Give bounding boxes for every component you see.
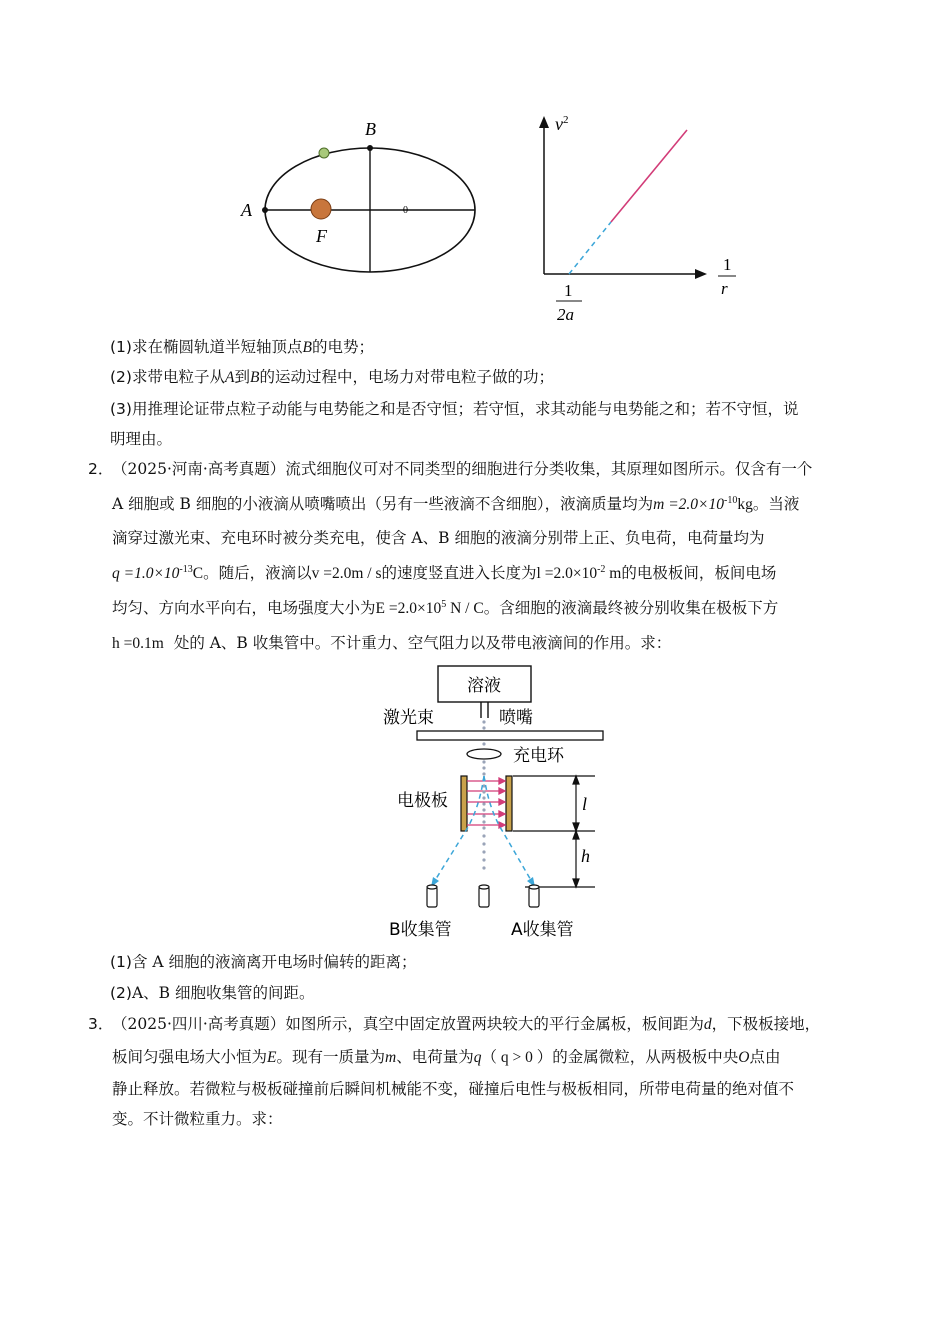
- question-number: 3．: [88, 1015, 114, 1033]
- question-text: 。随后，液滴以: [203, 564, 312, 582]
- var-e: E: [267, 1049, 277, 1066]
- q2-part-2: [110, 982, 314, 1004]
- label-a: A: [241, 200, 252, 220]
- laser-beam: [417, 731, 603, 740]
- droplet-stream: [482, 720, 485, 869]
- left-plate: [461, 776, 467, 831]
- q2-line-2: [112, 493, 799, 516]
- q2-line-5: [112, 597, 778, 620]
- var-b: B: [249, 369, 260, 386]
- satellite-particle: [319, 148, 329, 158]
- question-text: ，下极板接地，: [711, 1015, 821, 1033]
- q2-line-4: [112, 562, 776, 585]
- question-text: 静止释放。若微粒与极板碰撞前后瞬间机械能不变，碰撞后电性与极板相同，所带电荷量的绝对值不: [112, 1080, 795, 1098]
- x-axis-label-den: r: [721, 279, 728, 298]
- question-text: 如图所示，真空中固定放置两块较大的平行金属板，板间距为: [285, 1015, 704, 1033]
- q1-part-1: [110, 336, 374, 359]
- solution-label: 溶液: [467, 676, 501, 696]
- field-formula: $E =2.0\times 10^5$ N / C: [375, 598, 484, 617]
- question-number: 2．: [88, 460, 114, 478]
- l-label: l: [582, 794, 588, 814]
- q3-line-2: [112, 1046, 780, 1069]
- question-text: 。现有一质量为: [276, 1048, 385, 1066]
- q2-line-6: [112, 632, 671, 655]
- x-axis-arrow: [695, 269, 707, 279]
- plate-label: 电极板: [397, 791, 448, 811]
- tube-b-label: B收集管: [389, 920, 452, 940]
- part-number: (2): [110, 984, 132, 1002]
- right-plate: [506, 776, 512, 831]
- h-label: h: [581, 846, 590, 866]
- part-text: 求带电粒子从: [131, 368, 225, 386]
- part-text: 的运动过程中，电场力对带电粒子做的功；: [259, 368, 554, 386]
- flow-cytometer-figure: [375, 660, 615, 945]
- part-text: 的电势；: [311, 338, 374, 356]
- question-text: 变。不计微粒重力。求：: [112, 1110, 283, 1128]
- y-axis-arrow: [539, 116, 549, 128]
- ellipse-orbit-figure: [225, 110, 495, 290]
- question-text: 的速度竖直进入长度为: [381, 564, 537, 582]
- laser-label: 激光束: [383, 708, 434, 728]
- var-a: A: [224, 369, 235, 386]
- question-text: 板间匀强电场大小恒为: [112, 1048, 268, 1066]
- label-f: F: [316, 226, 327, 246]
- charge-formula: $q =1.0\times 10^{-13}C$: [112, 563, 204, 582]
- x-axis-label-num: 1: [723, 255, 732, 274]
- part-number: (1): [110, 953, 132, 971]
- q3-line-1: [88, 1013, 820, 1036]
- var-o: O: [738, 1049, 750, 1066]
- collection-tubes: [427, 885, 539, 907]
- height-formula: h =0.1m: [112, 635, 164, 652]
- part-number: (1): [110, 338, 132, 356]
- part-text: 求在椭圆轨道半短轴顶点: [131, 338, 303, 356]
- origin-label-num: 1: [564, 281, 573, 300]
- focus-planet: [311, 199, 331, 219]
- origin-label-den: 2a: [557, 305, 574, 324]
- var-m: m: [385, 1049, 397, 1066]
- var-b: B: [302, 339, 312, 356]
- question-text: 点由: [749, 1048, 781, 1066]
- label-center: 0: [403, 205, 408, 216]
- q1-part-3-cont: [110, 428, 172, 450]
- q2-part-1: [110, 951, 417, 973]
- q3-line-4: [112, 1108, 283, 1130]
- part-number: (3): [110, 400, 132, 418]
- part-text: A、B 细胞收集管的间距。: [131, 984, 315, 1002]
- question-text: 。当液: [752, 495, 800, 513]
- data-line: [611, 130, 687, 222]
- part-text: 含 A 细胞的液滴离开电场时偏转的距离；: [131, 953, 417, 971]
- var-d: d: [703, 1016, 712, 1033]
- v2-r-graph: [525, 110, 755, 330]
- question-text: 、电荷量为: [396, 1048, 474, 1066]
- question-text: 流式细胞仪可对不同类型的细胞进行分类收集，其原理如图所示。仅含有一个: [285, 460, 813, 478]
- part-text: 明理由。: [110, 430, 173, 448]
- charging-ring: [467, 749, 501, 759]
- part-text: 用推理论证带点粒子动能与电势能之和是否守恒；若守恒，求其动能与电势能之和；若不守恒，说: [131, 400, 799, 418]
- question-text: A 细胞或 B 细胞的小液滴从喷嘴喷出（另有一些液滴不含细胞），液滴质量均为: [112, 495, 654, 513]
- question-text: 的金属微粒，从两极板中央: [552, 1048, 739, 1066]
- q1-part-3: [110, 398, 798, 420]
- y-axis-label: $v^2$: [555, 114, 569, 134]
- nozzle-label: 喷嘴: [499, 708, 533, 728]
- question-text: 均匀、方向水平向右，电场强度大小为: [112, 599, 376, 617]
- dashed-extension: [569, 222, 611, 274]
- ring-label: 充电环: [513, 746, 564, 766]
- q2-line-1: [88, 458, 812, 480]
- question-source: （2025·河南·高考真题）: [112, 460, 286, 478]
- question-text: 的电极板间，板间电场: [621, 564, 777, 582]
- speed-formula: v =2.0m / s: [311, 565, 382, 582]
- question-source: （2025·四川·高考真题）: [112, 1015, 286, 1033]
- question-text: 滴穿过激光束、充电环时被分类充电，使含 A、B 细胞的液滴分别带上正、负电荷，电荷量均为: [112, 529, 765, 547]
- q1-part-2: [110, 366, 554, 389]
- label-b: B: [365, 119, 376, 139]
- length-formula: $l =2.0\times 10^{-2}$ m: [536, 563, 622, 582]
- part-number: (2): [110, 368, 132, 386]
- point-a-dot: [262, 207, 268, 213]
- charge-condition: （ q > 0 ）: [481, 1049, 553, 1066]
- var-q: q: [473, 1049, 482, 1066]
- point-b-dot: [367, 145, 373, 151]
- mass-formula: $m =2.0\times 10^{-10}kg$: [653, 494, 753, 513]
- q3-line-3: [112, 1078, 794, 1100]
- part-text: 到: [234, 368, 250, 386]
- question-text: 处的 A、B 收集管中。不计重力、空气阻力以及带电液滴间的作用。求：: [173, 634, 672, 652]
- question-text: 。含细胞的液滴最终被分别收集在极板下方: [483, 599, 779, 617]
- tube-a-label: A收集管: [511, 920, 574, 940]
- q2-line-3: [112, 527, 764, 549]
